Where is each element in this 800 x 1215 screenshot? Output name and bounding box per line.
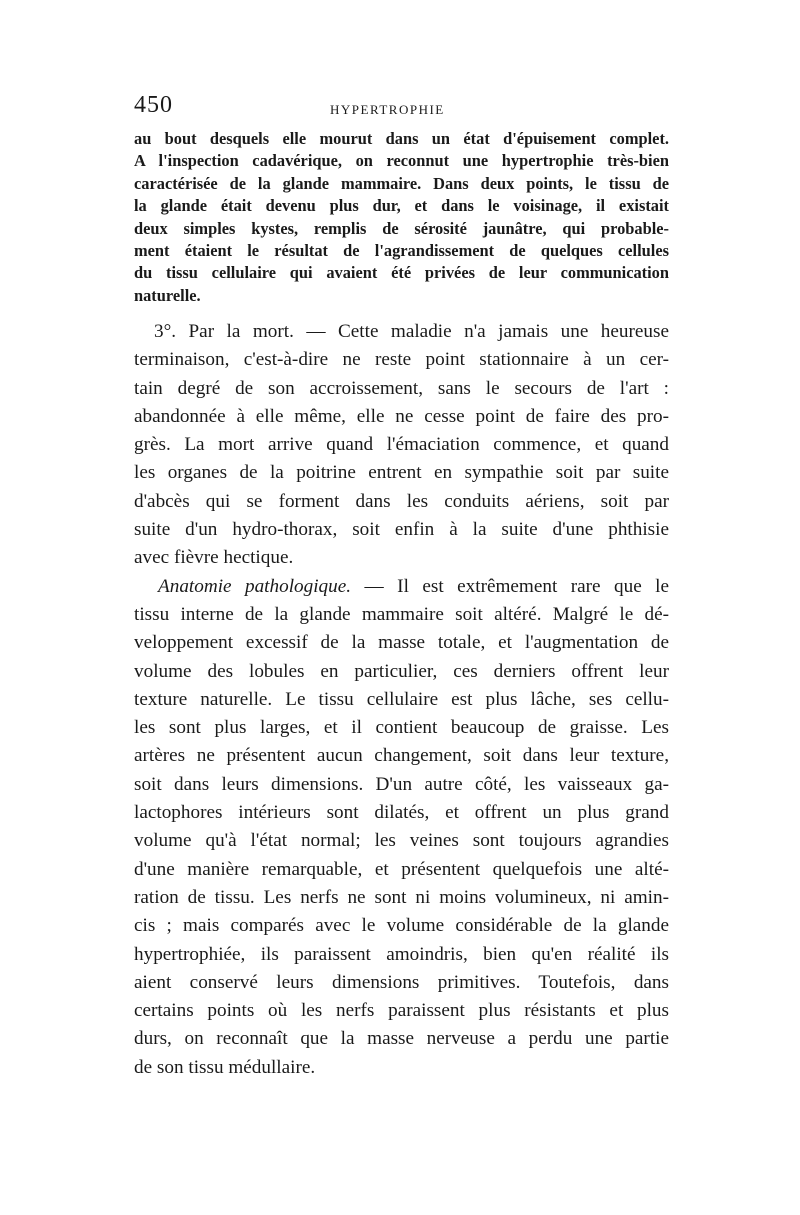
running-head: HYPERTROPHIE — [330, 102, 445, 117]
text-line: hypertrophiée, ils paraissent amoindris, bien qu'en réalité ils — [134, 943, 669, 965]
text-fragment: — Il est extrêmement rare que le — [364, 575, 670, 597]
section-heading: Anatomie pathologique. — [158, 575, 352, 597]
text-line: abandonnée à elle même, elle ne cesse point de faire des pro- — [134, 405, 669, 427]
text-line: du tissu cellulaire qui avaient été privées de leur communication — [134, 263, 669, 283]
text-line: A l'inspection cadavérique, on reconnut une hypertrophie très-bien — [134, 151, 669, 171]
text-line: texture naturelle. Le tissu cellulaire est plus lâche, ses cellu- — [134, 688, 669, 710]
text-line: avec fièvre hectique. — [134, 547, 294, 569]
text-line: caractérisée de la glande mammaire. Dans deux points, le tissu de — [134, 173, 669, 193]
text-line: durs, on reconnaît que la masse nerveuse a perdu une partie — [134, 1028, 669, 1050]
text-line: au bout desquels elle mourut dans un état d'épuisement complet. — [134, 129, 669, 148]
text-line: d'une manière remarquable, et présentent quelquefois une alté- — [134, 858, 669, 880]
text-line: naturelle. — [134, 285, 201, 305]
text-line: deux simples kystes, remplis de sérosité jaunâtre, qui probable- — [134, 218, 669, 238]
text-line: cis ; mais comparés avec le volume considérable de la glande — [134, 915, 669, 937]
text-line: volume des lobules en particulier, ces derniers offrent leur — [134, 660, 669, 682]
text-line: tain degré de son accroissement, sans le secours de l'art : — [134, 377, 669, 399]
text-line: soit dans leurs dimensions. D'un autre côté, les vaisseaux ga- — [134, 773, 669, 795]
text-line: terminaison, c'est-à-dire ne reste point stationnaire à un cer- — [134, 349, 669, 371]
text-line: lactophores intérieurs sont dilatés, et offrent un plus grand — [134, 802, 669, 824]
text-line: les organes de la poitrine entrent en sympathie soit par suite — [134, 462, 669, 484]
page-header — [134, 92, 664, 124]
paragraph-par-la-mort-first-line: 3°. Par la mort. — Cette maladie n'a jamais une heureuse — [154, 321, 669, 342]
text-line: certains points où les nerfs paraissent plus résistants et plus — [134, 1000, 669, 1022]
paragraph-case-report — [134, 128, 669, 307]
text-line: aient conservé leurs dimensions primitives. Toutefois, dans — [134, 971, 669, 993]
text-line: suite d'un hydro-thorax, soit enfin à la suite d'une phthisie — [134, 519, 669, 541]
text-line: veloppement excessif de la masse totale, et l'augmentation de — [134, 632, 669, 654]
text-line: les sont plus larges, et il contient beaucoup de graisse. Les — [134, 717, 669, 739]
text-line: la glande était devenu plus dur, et dans le voisinage, il existait — [134, 196, 669, 216]
text-line: de son tissu médullaire. — [134, 1056, 316, 1078]
text-line: ration de tissu. Les nerfs ne sont ni moins volumineux, ni amin- — [134, 886, 669, 908]
text-line: tissu interne de la glande mammaire soit altéré. Malgré le dé- — [134, 603, 669, 625]
text-line: volume qu'à l'état normal; les veines sont toujours agrandies — [134, 830, 669, 852]
anatomie-pathologique-first-line — [134, 573, 669, 601]
main-text — [134, 318, 669, 1082]
text-line: ment étaient le résultat de l'agrandissement de quelques cellules — [134, 241, 669, 261]
text-line: grès. La mort arrive quand l'émaciation commence, et quand — [134, 434, 669, 456]
page-number: 450 — [134, 92, 173, 118]
text-line: artères ne présentent aucun changement, soit dans leur texture, — [134, 745, 669, 767]
text-line: d'abcès qui se forment dans les conduits aériens, soit par — [134, 490, 669, 512]
